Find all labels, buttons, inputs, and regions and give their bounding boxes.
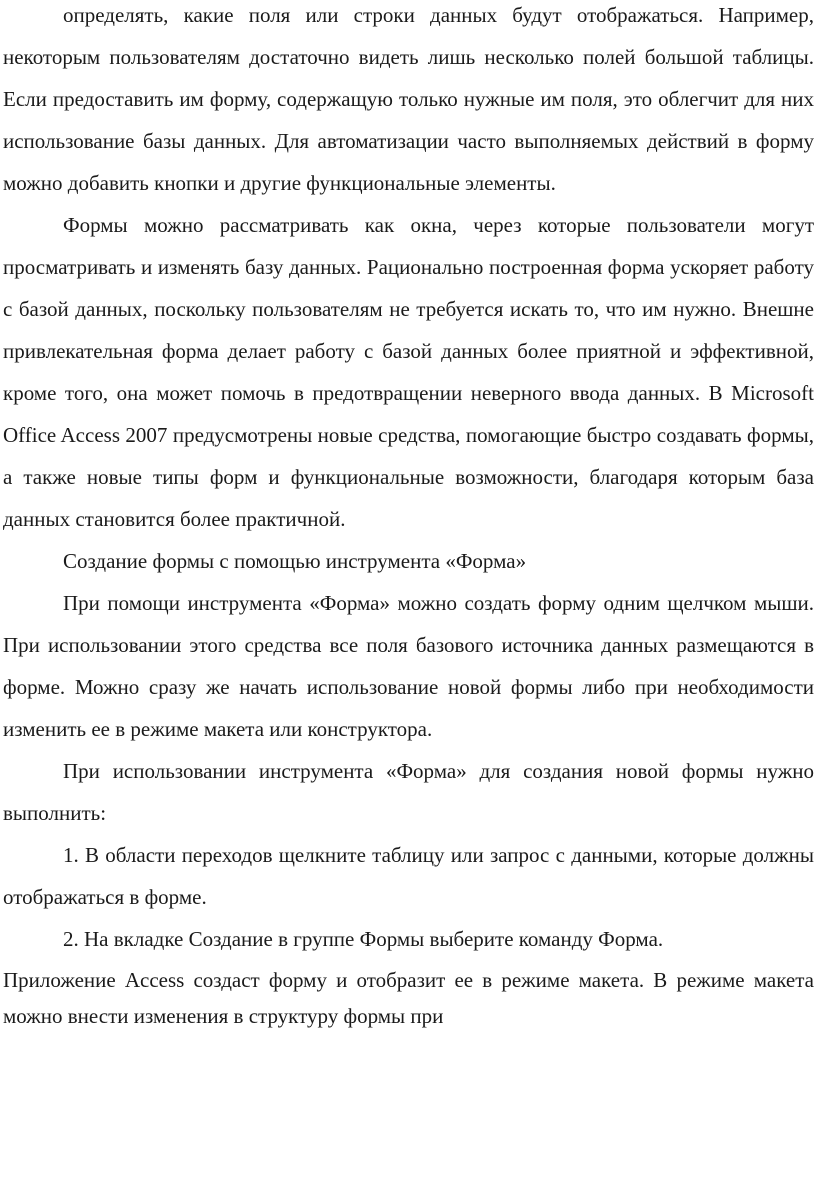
step-1: 1. В области переходов щелкните таблицу или запрос с данными, которые должны отображаться в форме. (3, 843, 814, 909)
paragraph-access-result: Приложение Access создаст форму и отобразит ее в режиме макета. В режиме макета можно внести изменения в структуру формы при (3, 968, 814, 1028)
paragraph-forms-as-windows: Формы можно рассматривать как окна, через которые пользователи могут просматривать и изменять базу данных. Рационально построенная форма ускоряет работу с базой данных, поскольку пользователям не требуется искать то, что им нужно. Внешне привлекательная форма делает работу с базой данных более приятной и эффективной, кроме того, она может помочь в предотвращении неверного ввода данных. В Microsoft Office Access 2007 предусмотрены новые средства, помогающие быстро создавать формы, а также новые типы форм и функциональные возможности, благодаря которым база данных становится более практичной. (3, 213, 814, 531)
paragraph-steps-intro: При использовании инструмента «Форма» для создания новой формы нужно выполнить: (3, 759, 814, 825)
paragraph-form-tool: При помощи инструмента «Форма» можно создать форму одним щелчком мыши. При использовании этого средства все поля базового источника данных размещаются в форме. Можно сразу же начать использование новой формы либо при необходимости изменить ее в режиме макета или конструктора. (3, 591, 814, 741)
step-2: 2. На вкладке Создание в группе Формы выберите команду Форма. (63, 927, 664, 951)
paragraph-continuation: определять, какие поля или строки данных будут отображаться. Например, некоторым пользователям достаточно видеть лишь несколько полей большой таблицы. Если предоставить им форму, содержащую только нужные им поля, это облегчит для них использование базы данных. Для автоматизации часто выполняемых действий в форму можно добавить кнопки и другие функциональные элементы. (3, 3, 814, 195)
section-heading: Создание формы с помощью инструмента «Форма» (63, 549, 527, 573)
